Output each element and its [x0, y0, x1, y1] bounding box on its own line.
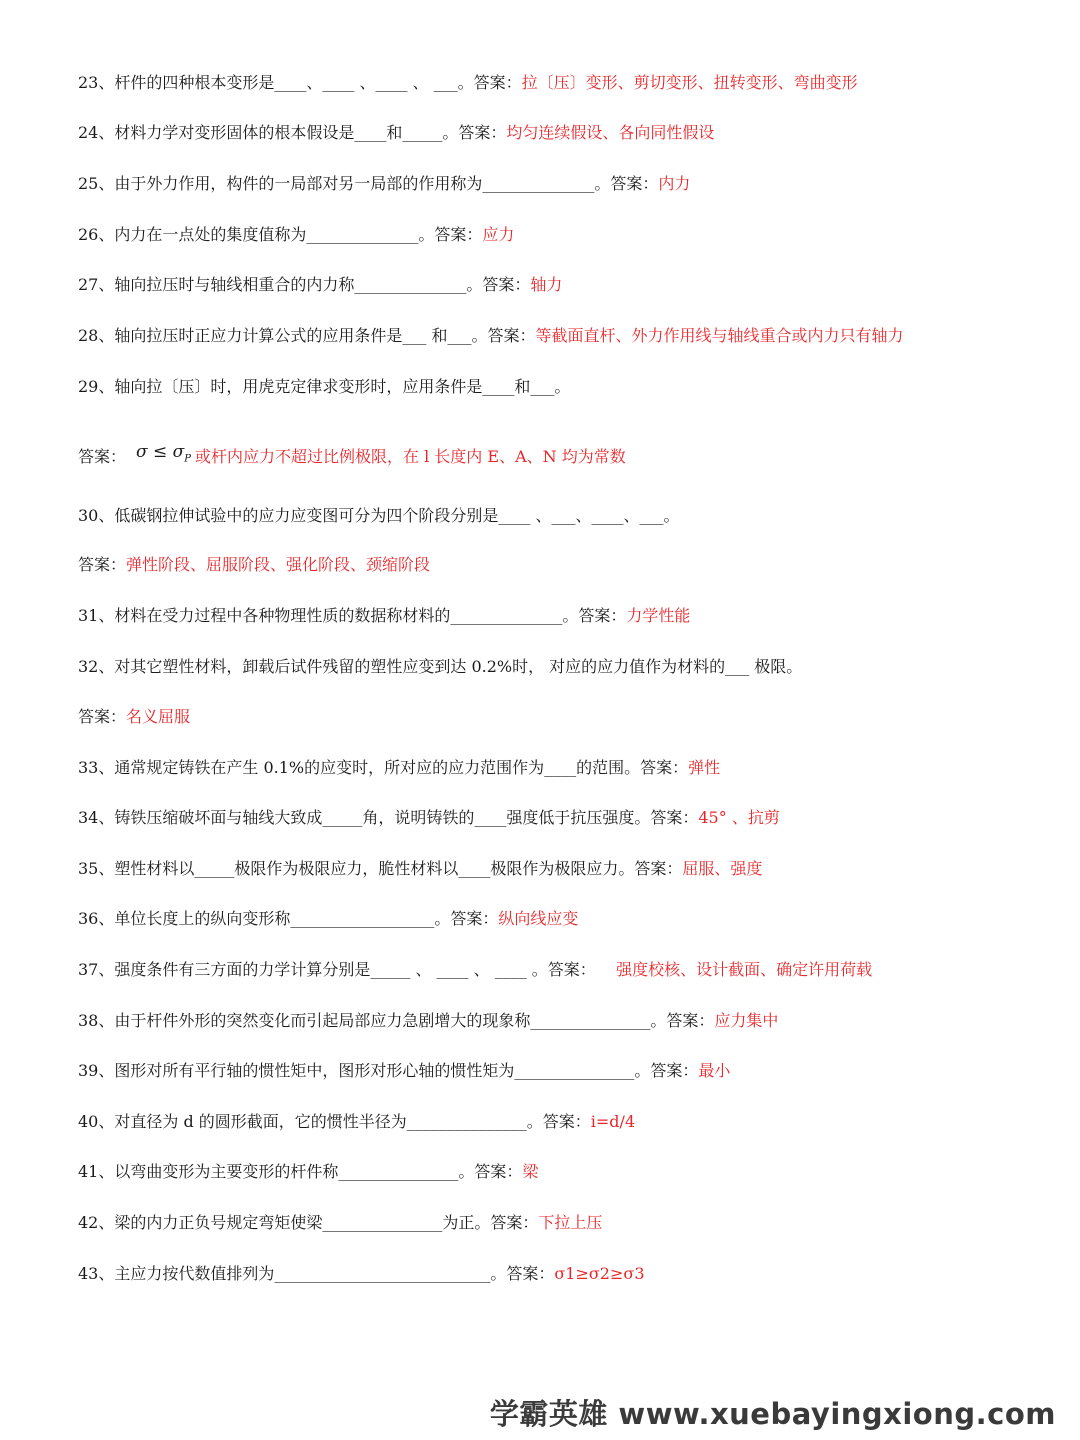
answer-text: σ1≥σ2≥σ3 — [554, 1264, 645, 1283]
answer-text: 梁 — [522, 1162, 539, 1181]
question-text: 29、轴向拉〔压〕时，用虎克定律求变形时，应用条件是____和___。 — [78, 377, 571, 396]
answer-text: 或杆内应力不超过比例极限，在 l 长度内 E、A、N 均为常数 — [195, 447, 626, 466]
answer-text: 弹性 — [688, 758, 721, 777]
question-24 — [78, 123, 1050, 143]
question-36 — [78, 909, 1050, 929]
question-37 — [78, 960, 1050, 980]
question-text: 26、内力在一点处的集度值称为______________。答案： — [78, 225, 483, 244]
answer-29 — [78, 442, 1050, 474]
question-text: 42、梁的内力正负号规定弯矩使梁_______________为正。答案： — [78, 1213, 539, 1232]
answer-text: 弹性阶段、屈服阶段、强化阶段、颈缩阶段 — [126, 555, 431, 574]
question-30 — [78, 506, 1050, 526]
question-33 — [78, 758, 1050, 778]
answer-text: 拉〔压〕变形、剪切变形、扭转变形、弯曲变形 — [521, 73, 858, 92]
question-text: 28、轴向拉压时正应力计算公式的应用条件是___ 和___。答案： — [78, 326, 536, 345]
question-26 — [78, 225, 1050, 245]
question-23 — [78, 73, 1050, 93]
question-38 — [78, 1011, 1050, 1031]
answer-text: 屈服、强度 — [682, 859, 763, 878]
question-text: 31、材料在受力过程中各种物理性质的数据称材料的______________。答案： — [78, 606, 627, 625]
formula-sigma: $\sigma \le \sigma_P$ — [136, 442, 192, 465]
answer-prefix: 答案： — [78, 555, 127, 574]
question-32 — [78, 657, 1050, 677]
answer-prefix: 答案： — [78, 447, 127, 466]
answer-text: 应力集中 — [714, 1011, 779, 1030]
question-40 — [78, 1112, 1050, 1132]
answer-32 — [78, 707, 1050, 727]
question-text: 34、铸铁压缩破坏面与轴线大致成_____角，说明铸铁的____强度低于抗压强度。答案： — [78, 808, 699, 827]
question-34 — [78, 808, 1050, 828]
answer-30 — [78, 555, 1050, 575]
question-27 — [78, 275, 1050, 295]
question-42 — [78, 1213, 1050, 1233]
answer-text: 均匀连续假设、各向同性假设 — [506, 123, 715, 142]
answer-prefix: 答案： — [78, 707, 127, 726]
question-35 — [78, 859, 1050, 879]
answer-text: 轴力 — [530, 275, 563, 294]
question-43 — [78, 1264, 1050, 1284]
question-text: 39、图形对所有平行轴的惯性矩中，图形对形心轴的惯性矩为_______________。答案： — [78, 1061, 699, 1080]
question-text: 41、以弯曲变形为主要变形的杆件称_______________。答案： — [78, 1162, 523, 1181]
question-25 — [78, 174, 1050, 194]
question-text: 32、对其它塑性材料，卸载后试件残留的塑性应变到达 0.2%时， 对应的应力值作为材料的___ 极限。 — [78, 657, 803, 676]
question-text: 24、材料力学对变形固体的根本假设是____和_____。答案： — [78, 123, 507, 142]
question-text: 36、单位长度上的纵向变形称__________________。答案： — [78, 909, 499, 928]
site-watermark: 学霸英雄 www.xuebayingxiong.com — [489, 1397, 1056, 1431]
answer-text: 45° 、抗剪 — [698, 808, 780, 827]
question-41 — [78, 1162, 1050, 1182]
question-text: 27、轴向拉压时与轴线相重合的内力称______________。答案： — [78, 275, 531, 294]
question-text: 35、塑性材料以_____极限作为极限应力，脆性材料以____极限作为极限应力。答案： — [78, 859, 683, 878]
question-text: 43、主应力按代数值排列为___________________________。答案： — [78, 1264, 555, 1283]
question-text: 33、通常规定铸铁在产生 0.1%的应变时，所对应的应力范围作为____的范围。答案： — [78, 758, 689, 777]
question-39 — [78, 1061, 1050, 1081]
answer-text: i=d/4 — [590, 1112, 636, 1131]
question-28 — [78, 326, 1050, 346]
answer-text: 应力 — [482, 225, 515, 244]
question-text: 40、对直径为 d 的圆形截面，它的惯性半径为_______________。答案： — [78, 1112, 591, 1131]
question-31 — [78, 606, 1050, 626]
answer-text: 名义屈服 — [126, 707, 191, 726]
question-text: 37、强度条件有三方面的力学计算分别是_____ 、 ____ 、 ____ 。答案： — [78, 960, 617, 979]
question-29 — [78, 377, 1050, 397]
answer-text: 强度校核、设计截面、确定许用荷载 — [616, 960, 873, 979]
question-text: 25、由于外力作用，构件的一局部对另一局部的作用称为______________。答案： — [78, 174, 659, 193]
question-text: 38、由于杆件外形的突然变化而引起局部应力急剧增大的现象称_______________。答案： — [78, 1011, 715, 1030]
answer-text: 最小 — [698, 1061, 731, 1080]
answer-text: 纵向线应变 — [498, 909, 579, 928]
answer-text: 等截面直杆、外力作用线与轴线重合或内力只有轴力 — [535, 326, 904, 345]
answer-text: 力学性能 — [626, 606, 691, 625]
question-text: 30、低碳钢拉伸试验中的应力应变图可分为四个阶段分别是____ 、___、____、___。 — [78, 506, 680, 525]
answer-text: 内力 — [658, 174, 691, 193]
answer-text: 下拉上压 — [538, 1213, 603, 1232]
question-text: 23、杆件的四种根本变形是____、____ 、____ 、 ___。答案： — [78, 73, 522, 92]
